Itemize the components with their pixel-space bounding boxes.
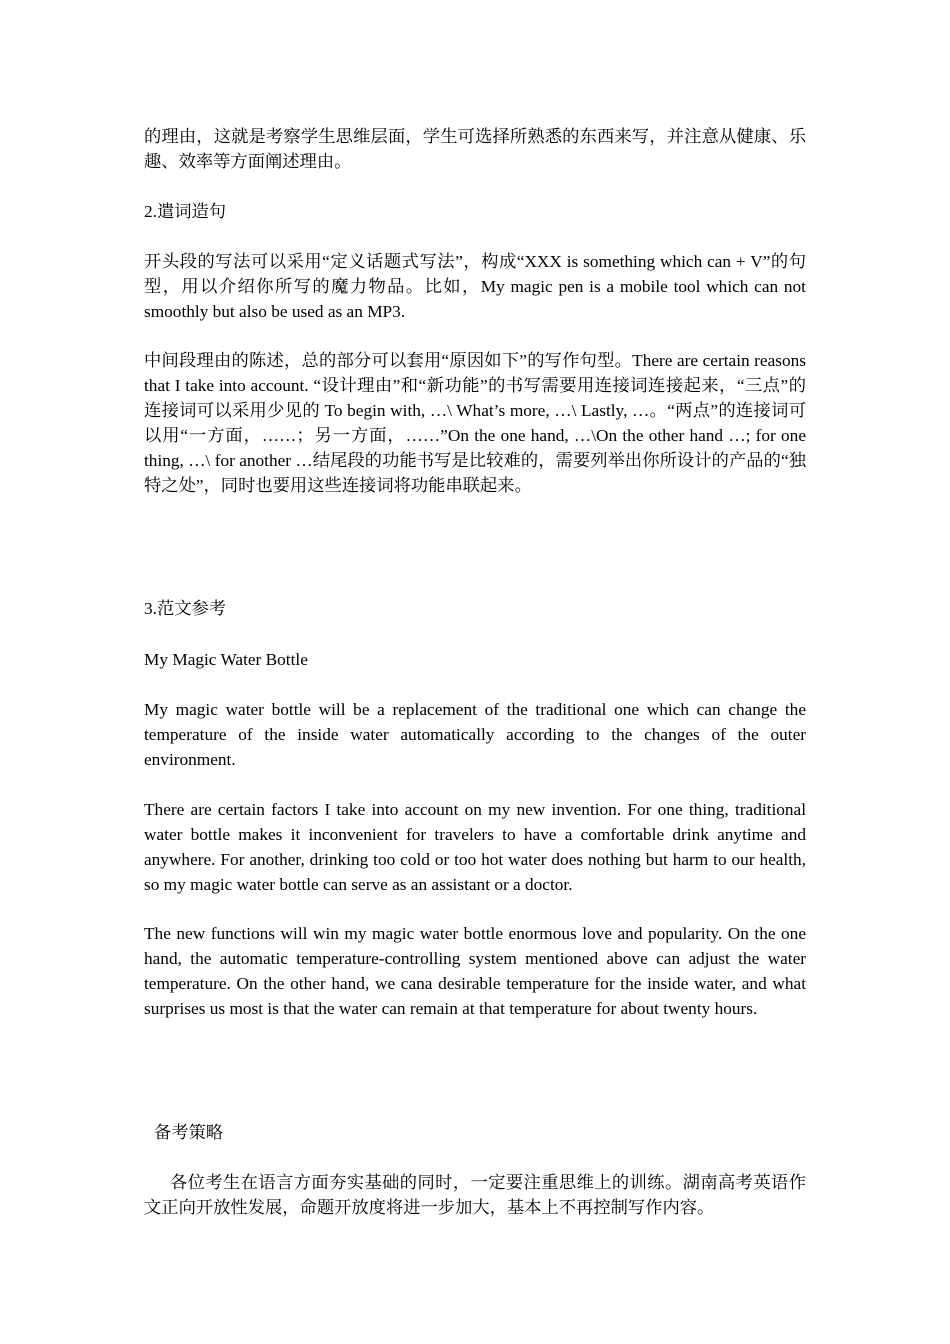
essay-paragraph-2: There are certain factors I take into account on my new invention. For one thing, traditional water bottle makes it inconvenient for travelers to have a comfortable drink anytime and anywhere. For another, drinking too cold or too hot water does nothing but harm to our health, so my magic water bottle can serve as an assistant or a doctor. bbox=[144, 800, 806, 894]
paragraph-opening-method: 开头段的写法可以采用“定义话题式写法”，构成“XXX is something which can + V”的句型，用以介绍你所写的魔力物品。比如，My magic pen is a mobile tool which can not smoothly but also be used as an MP3. bbox=[144, 252, 806, 321]
paragraph-middle-method: 中间段理由的陈述，总的部分可以套用“原因如下”的写作句型。There are certain reasons that I take into account. “设计理由”和“新功能”的书写需要用连接词连接起来，“三点”的连接词可以采用少见的 To begin with, …\ What’s more, …\ Lastly, …。“两点”的连接词可以用“一方面，……；另一方面，……”On the one hand, …\On the other hand …; for one thing, …\ for another …结尾段的功能书写是比较难的，需要列举出你所设计的产品的“独特之处”，同时也要用这些连接词将功能串联起来。 bbox=[144, 351, 806, 495]
essay-paragraph-1: My magic water bottle will be a replacement of the traditional one which can change the temperature of the inside water automatically according to the changes of the outer environment. bbox=[144, 700, 806, 769]
heading-word-choice: 2.遣词造句 bbox=[144, 202, 227, 221]
heading-exam-strategy: 备考策略 bbox=[154, 1123, 224, 1142]
essay-paragraph-3: The new functions will win my magic water bottle enormous love and popularity. On the one hand, the automatic temperature-controlling system mentioned above can adjust the water temperature. On the other hand, we cana desirable temperature for the inside water, and what surprises us most is that the water can remain at that temperature for about twenty hours. bbox=[144, 924, 806, 1018]
paragraph-exam-strategy: 各位考生在语言方面夯实基础的同时，一定要注重思维上的训练。湖南高考英语作文正向开放性发展，命题开放度将进一步加大，基本上不再控制写作内容。 bbox=[144, 1173, 806, 1217]
heading-sample-essay: 3.范文参考 bbox=[144, 599, 227, 618]
paragraph-reasons-continued: 的理由，这就是考察学生思维层面，学生可选择所熟悉的东西来写，并注意从健康、乐趣、效率等方面阐述理由。 bbox=[144, 127, 806, 171]
essay-title: My Magic Water Bottle bbox=[144, 650, 308, 669]
